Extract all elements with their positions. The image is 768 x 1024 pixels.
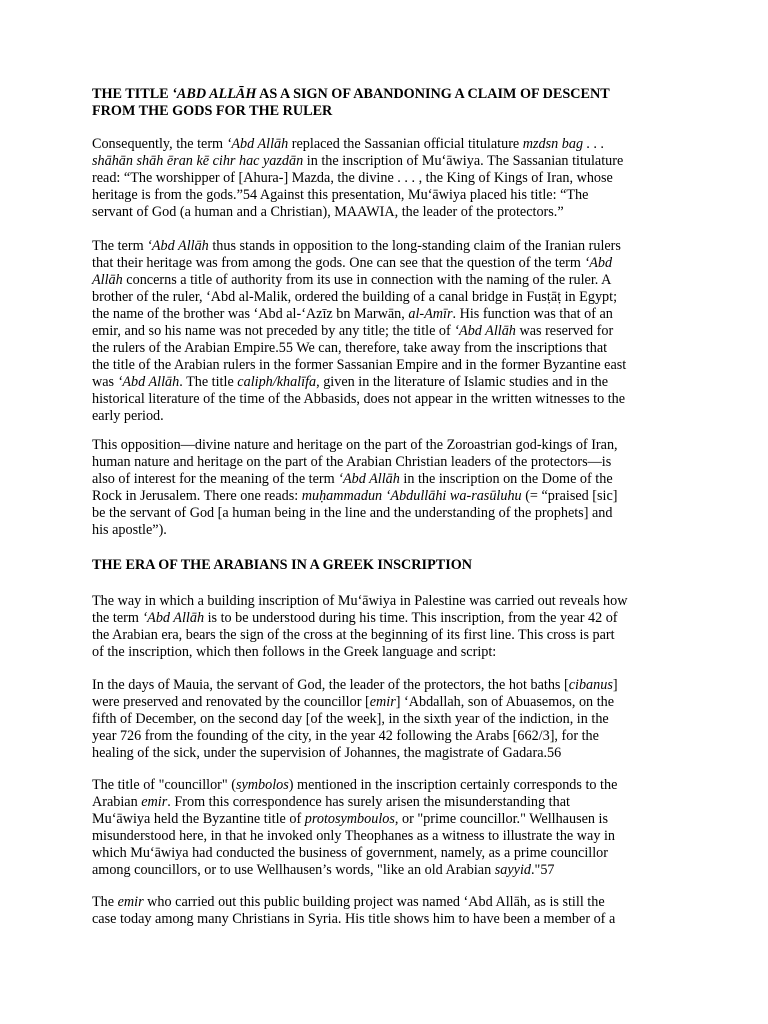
paragraph-line: were preserved and renovated by the councillor [emir] ‘Abdallah, son of Abuasemos, on the [92, 694, 615, 710]
paragraph-line: In the days of Mauia, the servant of God, the leader of the protectors, the hot baths [cibanus] [92, 677, 618, 693]
paragraph-line: which Mu‘āwiya had conducted the business of government, namely, as a prime councillor [92, 845, 608, 861]
paragraph-line: The title of "councillor" (symbolos) mentioned in the inscription certainly corresponds to the [92, 777, 618, 793]
paragraph-line: The way in which a building inscription of Mu‘āwiya in Palestine was carried out reveals how [92, 593, 628, 609]
paragraph-line: year 726 from the founding of the city, in the year 42 following the Arabs [662/3], for the [92, 728, 599, 744]
paragraph-line: Rock in Jerusalem. There one reads: muḥammadun ‘Abdullāhi wa-rasūluhu (= “praised [sic] [92, 488, 618, 504]
paragraph-line: historical literature of the time of the Abbasids, does not appear in the written witnesses to the [92, 391, 626, 407]
paragraph-line: the name of the brother was ‘Abd al-‘Azīz bn Marwān, al-Amīr. His function was that of an [92, 306, 613, 322]
paragraph-line: be the servant of God [a human being in the line and the understanding of the prophets] and [92, 505, 613, 521]
paragraph-line: the title of the Arabian rulers in the former Sassanian Empire and in the former Byzantine east [92, 357, 627, 373]
paragraph-line: the term ‘Abd Allāh is to be understood during his time. This inscription, from the year 42 of [92, 610, 618, 626]
paragraph-line: servant of God (a human and a Christian), MAAWIA, the leader of the protectors.” [92, 204, 564, 220]
paragraph-line: of the inscription, which then follows in the Greek language and script: [92, 644, 497, 660]
paragraph-line: This opposition—divine nature and heritage on the part of the Zoroastrian god-kings of Iran, [92, 437, 618, 453]
paragraph-line: the rulers of the Arabian Empire.55 We can, therefore, take away from the inscriptions that [92, 340, 608, 356]
paragraph-line: heritage is from the gods.”54 Against this presentation, Mu‘āwiya placed his title: “The [92, 187, 589, 203]
paragraph-line: case today among many Christians in Syria. His title shows him to have been a member of a [92, 911, 616, 927]
paragraph-line: the Arabian era, bears the sign of the cross at the beginning of its first line. This cross is part [92, 627, 615, 643]
paragraph-line: his apostle”). [92, 522, 167, 538]
paragraph-line: shāhān shāh ēran kē cihr hac yazdān in the inscription of Mu‘āwiya. The Sassanian titulature [92, 153, 624, 169]
section-heading: THE TITLE ‘ABD ALLĀH AS A SIGN OF ABANDONING A CLAIM OF DESCENT [92, 86, 610, 102]
paragraph-line: read: “The worshipper of [Ahura-] Mazda, the divine . . . , the King of Kings of Iran, whose [92, 170, 613, 186]
paragraph-line: brother of the ruler, ‘Abd al-Malik, ordered the building of a canal bridge in Fusṭāṭ in Egypt; [92, 289, 618, 305]
paragraph-line: among councillors, or to use Wellhausen’s words, "like an old Arabian sayyid."57 [92, 862, 555, 878]
paragraph-line: The emir who carried out this public building project was named ‘Abd Allāh, as is still the [92, 894, 605, 910]
section-heading: THE ERA OF THE ARABIANS IN A GREEK INSCRIPTION [92, 557, 472, 573]
paragraph-line: fifth of December, on the second day [of the week], in the sixth year of the indiction, in the [92, 711, 609, 727]
paragraph-line: Consequently, the term ‘Abd Allāh replaced the Sassanian official titulature mzdsn bag . . . [92, 136, 605, 152]
paragraph-line: Arabian emir. From this correspondence has surely arisen the misunderstanding that [92, 794, 570, 810]
paragraph-line: was ‘Abd Allāh. The title caliph/khalīfa, given in the literature of Islamic studies and in the [92, 374, 609, 390]
section-heading: FROM THE GODS FOR THE RULER [92, 103, 333, 119]
paragraph-line: The term ‘Abd Allāh thus stands in opposition to the long-standing claim of the Iranian rulers [92, 238, 621, 254]
paragraph-line: also of interest for the meaning of the term ‘Abd Allāh in the inscription on the Dome of the [92, 471, 613, 487]
paragraph-line: that their heritage was from among the gods. One can see that the question of the term ‘Abd [92, 255, 613, 271]
paragraph-line: misunderstood here, in that he invoked only Theophanes as a witness to illustrate the way in [92, 828, 615, 844]
paragraph-line: Allāh concerns a title of authority from its use in connection with the naming of the ruler. A [92, 272, 612, 288]
paragraph-line: emir, and so his name was not preceded by any title; the title of ‘Abd Allāh was reserved for [92, 323, 614, 339]
paragraph-line: Mu‘āwiya held the Byzantine title of protosymboulos, or "prime councillor." Wellhausen is [92, 811, 608, 827]
paragraph-line: human nature and heritage on the part of the Arabian Christian leaders of the protectors—is [92, 454, 612, 470]
paragraph-line: healing of the sick, under the supervision of Johannes, the magistrate of Gadara.56 [92, 745, 562, 761]
paragraph-line: early period. [92, 408, 164, 424]
